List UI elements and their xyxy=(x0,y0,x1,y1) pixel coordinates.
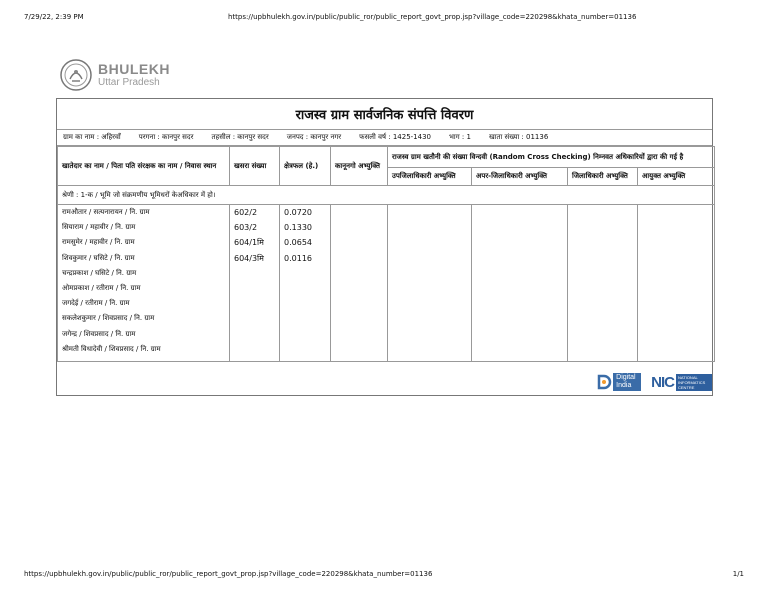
dm-cell xyxy=(568,205,638,362)
meta-tehsil: तहसील : कानपुर सदर xyxy=(211,133,269,141)
header-owner: खातेदार का नाम / पिता पति संरक्षक का नाम / निवास स्थान xyxy=(58,147,230,186)
logo-title: BHULEKH xyxy=(98,61,170,77)
header-remarks: कानूनगो अभ्युक्ति xyxy=(331,147,388,186)
owner-item: ओमप्रकाश / रतीराम / नि. ग्राम xyxy=(62,283,141,292)
meta-village: ग्राम का नाम : अहिरवाँ xyxy=(63,133,121,141)
owner-item: जगदेई / रतीराम / नि. ग्राम xyxy=(62,299,130,308)
footer-url: https://upbhulekh.gov.in/public/public_ror/public_report_govt_prop.jsp?village_code=220298&khata_number=01136 xyxy=(24,570,433,578)
area-cell xyxy=(280,205,331,362)
category-row xyxy=(58,186,715,205)
digital-india-icon xyxy=(596,373,612,391)
report-table xyxy=(57,146,715,362)
nic-mark: NIC xyxy=(651,373,674,391)
footer-logos xyxy=(596,373,712,391)
khasra-item: 603/2 xyxy=(234,223,258,233)
owners-cell xyxy=(58,205,230,362)
owner-item: रामसुमेर / महावीर / नि. ग्राम xyxy=(62,238,135,247)
meta-fasli: फसली वर्ष : 1425-1430 xyxy=(359,133,431,141)
area-item: 0.1330 xyxy=(284,223,312,233)
area-item: 0.0116 xyxy=(284,253,312,263)
owner-item: चन्द्रप्रकाश / घसिटे / नि. ग्राम xyxy=(62,268,137,277)
bhulekh-logo xyxy=(60,58,170,92)
meta-bhag: भाग : 1 xyxy=(449,133,471,141)
khasra-cell xyxy=(230,205,280,362)
print-url: https://upbhulekh.gov.in/public/public_ror/public_report_govt_prop.jsp?village_code=220298&khata_number=01136 xyxy=(228,13,637,21)
header-sdm: उपजिलाधिकारी अभ्युक्ति xyxy=(388,168,472,186)
header-cross-check: राजस्व ग्राम खतौनी की संख्या विन्दवी (Random Cross Checking) निम्नवत अधिकारियों द्वारा की गई है xyxy=(388,147,715,168)
nic-logo xyxy=(651,374,712,391)
logo-text xyxy=(98,62,170,88)
header-area: क्षेत्रफल (हे.) xyxy=(280,147,331,186)
header-khasra: खसरा संख्या xyxy=(230,147,280,186)
table-row xyxy=(58,205,715,362)
header-dm: जिलाधिकारी अभ्युक्ति xyxy=(568,168,638,186)
header-adm: अपर-जिलाधिकारी अभ्युक्ति xyxy=(472,168,568,186)
owner-item: सकलेशकुमार / शिवप्रसाद / नि. ग्राम xyxy=(62,314,155,323)
khasra-item: 604/3मि xyxy=(234,253,264,263)
report-title: राजस्व ग्राम सार्वजनिक संपत्ति विवरण xyxy=(57,99,712,130)
header-row-1 xyxy=(58,147,715,168)
khasra-item: 604/1मि xyxy=(234,238,264,248)
category-text: श्रेणी : 1-क / भूमि जो संक्रमणीय भूमिधरों केअधिकार में हो। xyxy=(58,186,715,205)
area-item: 0.0654 xyxy=(284,238,312,248)
khasra-item: 602/2 xyxy=(234,208,258,217)
area-item: 0.0720 xyxy=(284,208,312,217)
print-date: 7/29/22, 2:39 PM xyxy=(24,13,84,21)
report-box xyxy=(56,98,713,396)
adm-cell xyxy=(472,205,568,362)
header-commissioner: आयुक्त अभ्युक्ति xyxy=(638,168,715,186)
owner-item: जगेन्द्र / शिवप्रसाद / नि. ग्राम xyxy=(62,329,136,338)
owner-item: श्रीमती विधादेवी / शिवप्रसाद / नि. ग्राम xyxy=(62,344,161,353)
remarks-cell xyxy=(331,205,388,362)
meta-district: जनपद : कानपुर नगर xyxy=(286,133,342,141)
digital-india-logo xyxy=(596,373,641,391)
owner-item: रामऔतार / सत्यनारायन / नि. ग्राम xyxy=(62,208,150,216)
digital-india-text: Digital India xyxy=(613,373,641,391)
owner-item: शिवकुमार / घसिटे / नि. ग्राम xyxy=(62,253,135,262)
report-meta xyxy=(57,130,712,146)
commissioner-cell xyxy=(638,205,715,362)
owner-item: सियाराम / महावीर / नि. ग्राम xyxy=(62,223,136,232)
sdm-cell xyxy=(388,205,472,362)
meta-pargana: परगना : कानपुर सदर xyxy=(138,133,194,141)
logo-subtitle: Uttar Pradesh xyxy=(98,77,160,88)
page-number: 1/1 xyxy=(732,570,744,578)
up-emblem-icon xyxy=(60,59,92,91)
meta-khata: खाता संख्या : 01136 xyxy=(488,133,549,141)
nic-text: NATIONAL INFORMATICS CENTRE xyxy=(676,374,712,391)
